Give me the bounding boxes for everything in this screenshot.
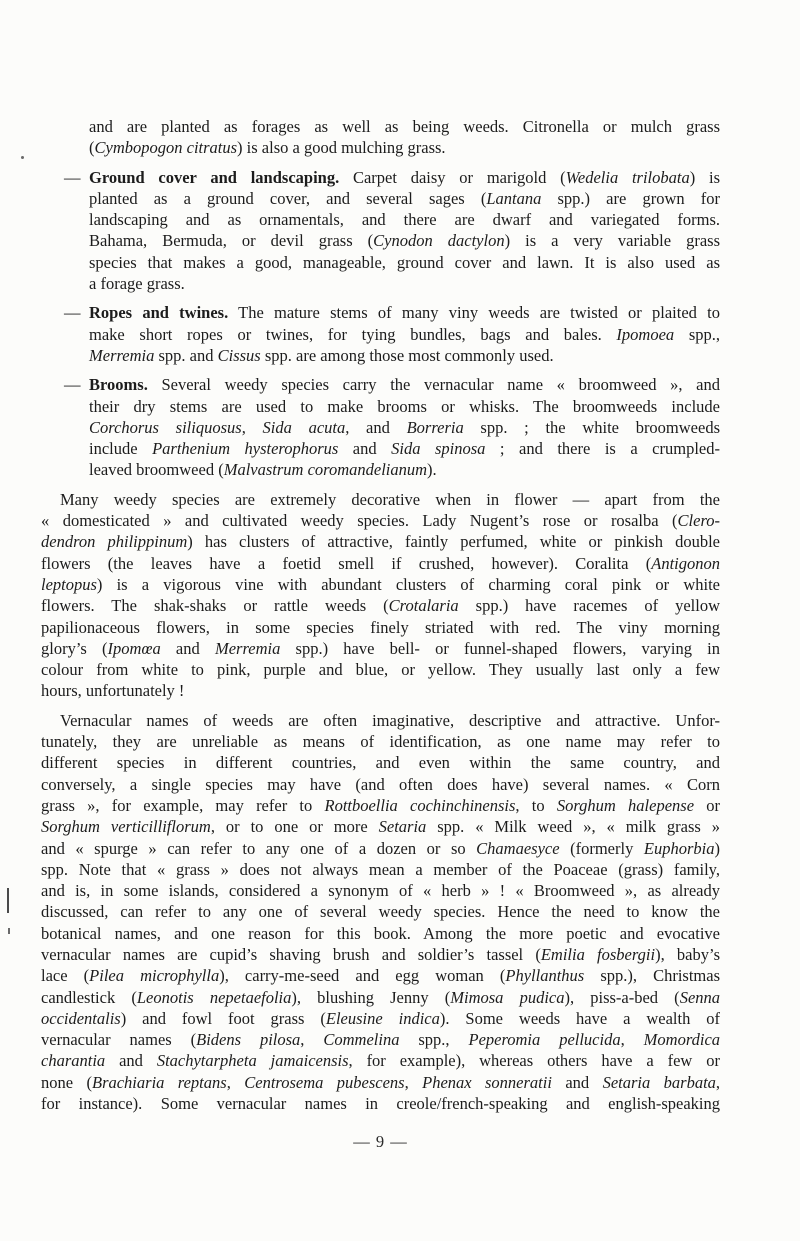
text-line: charantia and Stachytarpheta jamaicensis, for example), whereas others have a few or bbox=[41, 1051, 720, 1071]
text-line: none (Brachiaria reptans, Centrosema pubescens, Phenax sonneratii and Setaria barbata, bbox=[41, 1072, 721, 1092]
text-line: different species in different countries, and even within the same country, and bbox=[41, 753, 720, 773]
text-line: Many weedy species are extremely decorative when in flower — apart from the bbox=[60, 489, 720, 509]
text-line: flowers (the leaves have a foetid smell if crushed, however). Coralita (Antigonon bbox=[41, 553, 720, 573]
page-footer bbox=[41, 1132, 720, 1152]
text-line: colour from white to pink, purple and blue, or yellow. They usually last only a few bbox=[41, 660, 720, 680]
list-item-dash: — bbox=[64, 375, 81, 395]
text-line: species that makes a good, manageable, ground cover and lawn. It is also used as bbox=[89, 252, 720, 272]
text-line: Bahama, Bermuda, or devil grass (Cynodon dactylon) is a very variable grass bbox=[89, 231, 720, 251]
text-line: occidentalis) and fowl foot grass (Eleusine indica). Some weeds have a wealth of bbox=[41, 1008, 721, 1028]
text-line: Merremia spp. and Cissus spp. are among those most commonly used. bbox=[89, 345, 554, 365]
text-line: — Ground cover and landscaping. Carpet daisy or marigold (Wedelia trilobata) is bbox=[64, 167, 720, 187]
page-text-column bbox=[41, 116, 720, 1114]
text-line: — Ropes and twines. The mature stems of many viny weeds are twisted or plaited to bbox=[64, 303, 720, 323]
text-line: — Brooms. Several weedy species carry the vernacular name « broomweed », and bbox=[64, 375, 720, 395]
text-line: glory’s (Ipomœa and Merremia spp.) have bell- or funnel-shaped flowers, varying in bbox=[41, 638, 720, 658]
text-line: candlestick (Leonotis nepetaefolia), blushing Jenny (Mimosa pudica), piss-a-bed (Senna bbox=[41, 987, 721, 1007]
text-line: tunately, they are unreliable as means of identification, as one name may refer to bbox=[41, 732, 720, 752]
text-line: leaved broomweed (Malvastrum coromandelianum). bbox=[89, 460, 437, 480]
text-line: Sorghum verticilliflorum, or to one or more Setaria spp. « Milk weed », « milk grass » bbox=[41, 817, 720, 837]
text-line: Corchorus siliquosus, Sida acuta, and Borreria spp. ; the white broomweeds bbox=[89, 417, 721, 437]
text-line: make short ropes or twines, for tying bundles, bags and bales. Ipomoea spp., bbox=[89, 324, 720, 344]
text-line: lace (Pilea microphylla), carry-me-seed and egg woman (Phyllanthus spp.), Christmas bbox=[41, 966, 720, 986]
text-line: flowers. The shak-shaks or rattle weeds (Crotalaria spp.) have racemes of yellow bbox=[41, 596, 720, 616]
list-item-dash: — bbox=[64, 303, 81, 323]
text-line: papilionaceous flowers, in some species finely striated with red. The viny morning bbox=[41, 617, 720, 637]
text-line: planted as a ground cover, and several sages (Lantana spp.) are grown for bbox=[89, 188, 720, 208]
page-number: — 9 — bbox=[353, 1132, 408, 1151]
list-item-dash: — bbox=[64, 167, 81, 187]
paragraph-decorative-weeds bbox=[41, 489, 720, 702]
text-line: for instance). Some vernacular names in creole/french-speaking and english-speaking bbox=[41, 1094, 720, 1114]
text-line: (Cymbopogon citratus) is also a good mulching grass. bbox=[89, 138, 446, 158]
text-line: conversely, a single species may have (and often does have) several names. « Corn bbox=[41, 774, 720, 794]
text-line: landscaping and as ornamentals, and there are dwarf and variegated forms. bbox=[89, 210, 720, 230]
text-line: and is, in some islands, considered a synonym of « herb » ! « Broomweed », as already bbox=[41, 881, 720, 901]
scan-artifact-margin-line bbox=[7, 888, 9, 913]
text-line: Vernacular names of weeds are often imaginative, descriptive and attractive. Unfor- bbox=[60, 710, 720, 730]
text-line: « domesticated » and cultivated weedy species. Lady Nugent’s rose or rosalba (Clero- bbox=[41, 511, 720, 531]
list-item-ground-cover-and-landscaping bbox=[41, 167, 720, 295]
paragraph-forage-continuation bbox=[41, 116, 720, 159]
text-line: their dry stems are used to make brooms or whisks. The broomweeds include bbox=[89, 396, 720, 416]
text-line: vernacular names are cupid’s shaving brush and soldier’s tassel (Emilia fosbergii), baby’s bbox=[41, 944, 720, 964]
text-line: a forage grass. bbox=[89, 274, 185, 294]
text-line: dendron philippinum) has clusters of attractive, faintly perfumed, white or pinkish double bbox=[41, 532, 720, 552]
paragraph-vernacular-names bbox=[41, 710, 720, 1115]
text-line: include Parthenium hysterophorus and Sida spinosa ; and there is a crumpled- bbox=[89, 439, 720, 459]
text-line: and « spurge » can refer to any one of a dozen or so Chamaesyce (formerly Euphorbia) bbox=[41, 838, 720, 858]
text-line: grass », for example, may refer to Rottboellia cochinchinensis, to Sorghum halepense or bbox=[41, 795, 720, 815]
text-line: vernacular names (Bidens pilosa, Commelina spp., Peperomia pellucida, Momordica bbox=[41, 1030, 721, 1050]
text-line: discussed, can refer to any one of several weedy species. Hence the need to know the bbox=[41, 902, 720, 922]
text-line: spp. Note that « grass » does not always mean a member of the Poaceae (grass) family, bbox=[41, 859, 720, 879]
text-line: hours, unfortunately ! bbox=[41, 681, 185, 701]
scan-artifact-dot bbox=[21, 156, 24, 159]
text-line: botanical names, and one reason for this book. Among the more poetic and evocative bbox=[41, 923, 720, 943]
list-item-ropes-and-twines bbox=[41, 302, 720, 366]
text-line: and are planted as forages as well as being weeds. Citronella or mulch grass bbox=[89, 117, 720, 136]
list-item-brooms bbox=[41, 374, 720, 480]
text-line: leptopus) is a vigorous vine with abundant clusters of charming coral pink or white bbox=[41, 574, 720, 594]
scan-artifact-margin-tick bbox=[8, 928, 10, 934]
